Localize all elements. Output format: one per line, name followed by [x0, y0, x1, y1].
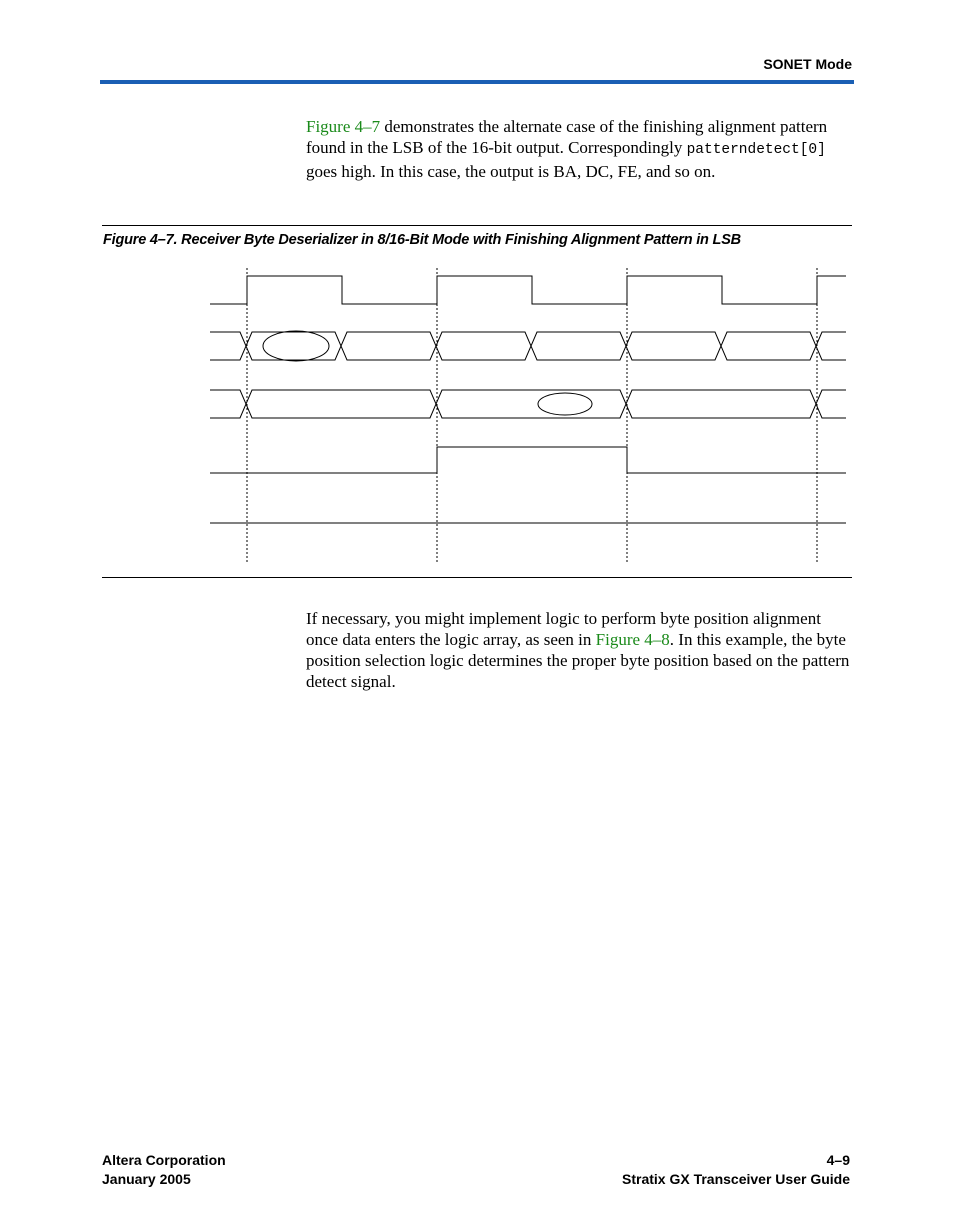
figure-bottom-rule: [102, 577, 852, 578]
para2-text-b: . In this example, the byte position selection logic determines the proper byte position based on the pattern detect signal.: [306, 630, 850, 691]
data-bus-16bit: [210, 390, 846, 418]
figure-4-8-link[interactable]: Figure 4–8: [595, 630, 670, 649]
figure-caption: Figure 4–7. Receiver Byte Deserializer in 8/16-Bit Mode with Finishing Alignment Pattern in LSB: [103, 232, 741, 248]
data-bus-8bit: [210, 331, 846, 361]
para1-text-a: demonstrates the alternate case of the finishing alignment pattern found in the LSB of the 16-bit output. Correspondingly: [306, 117, 828, 157]
footer-page-number: 4–9: [826, 1152, 850, 1168]
alignment-pattern-marker-8bit: [263, 331, 329, 361]
alignment-pattern-marker-16bit: [538, 393, 592, 415]
section-title: SONET Mode: [763, 56, 852, 72]
footer-guide-title: Stratix GX Transceiver User Guide: [622, 1171, 850, 1187]
byte-alignment-paragraph: [306, 608, 854, 692]
patterndetect-code: patterndetect[0]: [686, 142, 826, 158]
timing-diagram: [0, 0, 954, 600]
footer-company: Altera Corporation: [102, 1152, 226, 1168]
footer-right: [622, 1151, 850, 1189]
clock-waveform: [210, 276, 846, 304]
figure-4-7-link[interactable]: Figure 4–7: [306, 117, 381, 136]
para1-text-b: goes high. In this case, the output is BA, DC, FE, and so on.: [306, 162, 716, 181]
footer-date: January 2005: [102, 1171, 191, 1187]
para2-text-a: If necessary, you might implement logic to perform byte position alignment once data enters the logic array, as seen in: [306, 609, 821, 649]
clock-edge-markers: [247, 268, 817, 562]
footer-left: [102, 1151, 226, 1189]
patterndetect0-waveform: [210, 447, 846, 473]
